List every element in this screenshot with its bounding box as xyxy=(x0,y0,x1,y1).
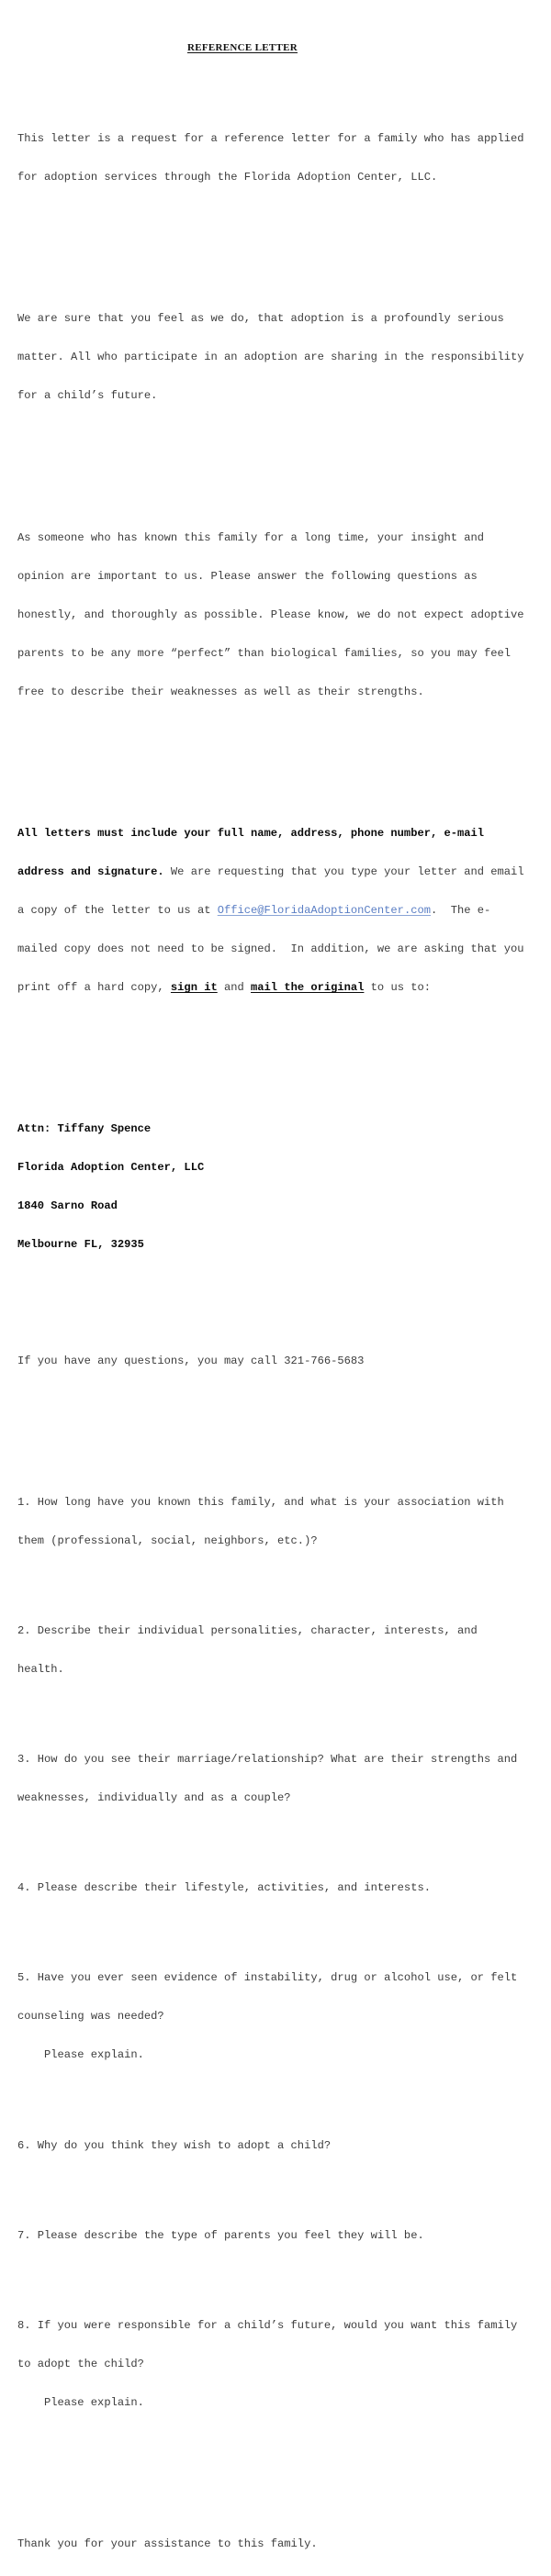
text-line xyxy=(17,865,550,878)
intro-paragraph xyxy=(17,106,550,209)
mail-original-emphasis: mail the original xyxy=(251,981,365,995)
requirements-bold-text: address and signature. xyxy=(17,864,164,878)
question-item xyxy=(17,1856,550,1920)
question-text: 3. How do you see their marriage/relationship? What are their strengths and xyxy=(17,1753,518,1767)
closing-line: Thank you for your assistance to this family. xyxy=(17,2537,318,2550)
text-line: We are sure that you feel as we do, that adoption is a profoundly serious xyxy=(17,312,504,326)
text-segment: a copy of the letter to us at xyxy=(17,904,218,918)
question-followup: Please explain. xyxy=(44,2048,144,2062)
text-line: opinion are important to us. Please answer the following questions as xyxy=(17,569,478,583)
question-text: weaknesses, individually and as a couple? xyxy=(17,1791,291,1805)
question-text: health. xyxy=(17,1662,64,1676)
text-segment: print off a hard copy, xyxy=(17,981,171,995)
document-title: REFERENCE LETTER xyxy=(186,42,298,53)
sign-it-emphasis: sign it xyxy=(170,981,218,995)
question-item xyxy=(17,1470,550,1573)
address-city: Melbourne FL, 32935 xyxy=(17,1238,144,1252)
text-line: parents to be any more “perfect” than biological families, so you may feel xyxy=(17,646,512,660)
text-segment: . The e- xyxy=(430,904,491,918)
question-item xyxy=(17,1599,550,1701)
question-text: 8. If you were responsible for a child’s future, would you want this family xyxy=(17,2318,518,2332)
question-text: 6. Why do you think they wish to adopt a child? xyxy=(17,2138,332,2152)
text-line: for a child’s future. xyxy=(17,389,158,403)
requirements-bold-line: All letters must include your full name, address, phone number, e-mail xyxy=(17,826,485,840)
question-text: counseling was needed? xyxy=(17,2010,164,2024)
text-line: mailed copy does not need to be signed. In addition, we are asking that you xyxy=(17,942,524,956)
address-org: Florida Adoption Center, LLC xyxy=(17,1161,205,1175)
text-segment: We are requesting that you type your letter and email xyxy=(163,864,524,878)
seriousness-paragraph xyxy=(17,286,550,428)
question-item xyxy=(17,2293,550,2435)
question-text: them (professional, social, neighbors, etc.)? xyxy=(17,1533,318,1547)
text-line: free to describe their weaknesses as well as their strengths. xyxy=(17,685,424,698)
question-text: 7. Please describe the type of parents you feel they will be. xyxy=(17,2228,424,2242)
question-item xyxy=(17,1727,550,1830)
text-segment: and xyxy=(217,981,252,995)
text-segment: to us to: xyxy=(364,981,431,995)
text-line xyxy=(17,904,550,917)
contact-phone-line: If you have any questions, you may call 321-766-5683 xyxy=(17,1354,365,1367)
text-line: matter. All who participate in an adoption are sharing in the responsibility xyxy=(17,351,524,364)
question-text: 5. Have you ever seen evidence of instability, drug or alcohol use, or felt xyxy=(17,1971,518,1985)
address-street: 1840 Sarno Road xyxy=(17,1199,118,1213)
text-line xyxy=(17,981,550,994)
questions-list xyxy=(17,1444,550,2460)
requirements-paragraph xyxy=(17,801,550,1020)
text-line: As someone who has known this family for a long time, your insight and xyxy=(17,530,485,544)
question-text: to adopt the child? xyxy=(17,2357,144,2370)
question-text: 4. Please describe their lifestyle, activities, and interests. xyxy=(17,1881,431,1895)
document-body xyxy=(17,68,550,2576)
text-line: for adoption services through the Florida Adoption Center, LLC. xyxy=(17,171,438,184)
email-link[interactable]: Office@FloridaAdoptionCenter.com xyxy=(217,904,431,918)
text-line: This letter is a request for a reference letter for a family who has applied xyxy=(17,132,524,146)
question-text: 1. How long have you known this family, and what is your association with xyxy=(17,1495,504,1509)
question-text: 2. Describe their individual personalities, character, interests, and xyxy=(17,1623,478,1637)
question-item xyxy=(17,1946,550,2087)
address-attn: Attn: Tiffany Spence xyxy=(17,1122,152,1136)
mailing-address xyxy=(17,1097,550,1277)
question-item xyxy=(17,2203,550,2268)
insight-paragraph xyxy=(17,506,550,724)
question-followup: Please explain. xyxy=(44,2395,144,2409)
text-line: honestly, and thoroughly as possible. Please know, we do not expect adoptive xyxy=(17,608,524,621)
question-item xyxy=(17,2113,550,2177)
